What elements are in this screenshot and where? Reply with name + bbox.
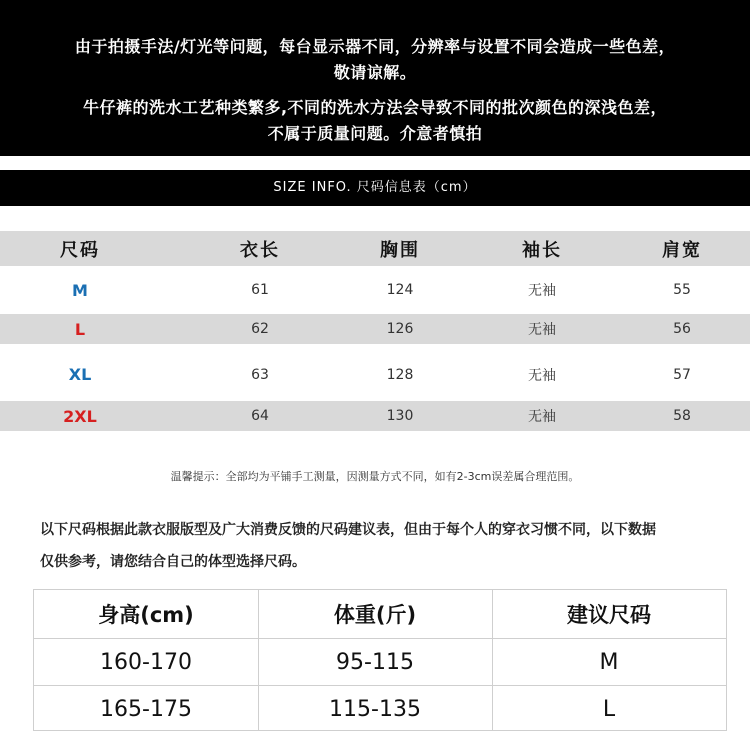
length-value: 64 xyxy=(251,408,269,424)
sleeve-value: 无袖 xyxy=(528,283,556,299)
disclaimer-line-3: 牛仔裤的洗水工艺种类繁多,不同的洗水方法会导致不同的批次颜色的深浅色差， xyxy=(82,98,668,117)
disclaimer-line-2: 敬请谅解。 xyxy=(333,63,417,82)
table-row xyxy=(0,314,750,344)
weight-range: 115-135 xyxy=(329,696,421,722)
size-label-2xl: 2XL xyxy=(63,406,97,426)
size-label-l: L xyxy=(74,319,86,339)
length-value: 63 xyxy=(251,366,269,383)
measurement-tip: 温馨提示：全部均为平铺手工测量，因测量方式不同，如有2-3cm误差属合理范围。 xyxy=(170,470,580,483)
header-length: 衣长 xyxy=(240,239,280,261)
chest-value: 128 xyxy=(386,366,414,383)
header-chest: 胸围 xyxy=(380,239,420,261)
table-row xyxy=(34,639,726,686)
suggested-size: L xyxy=(602,696,616,722)
header-weight: 体重(斤) xyxy=(333,603,417,627)
height-range: 165-175 xyxy=(100,696,192,722)
shoulder-value: 57 xyxy=(673,366,691,383)
suggested-size: M xyxy=(599,649,619,675)
shoulder-value: 58 xyxy=(673,408,691,424)
height-range: 160-170 xyxy=(100,649,192,675)
size-info-title: SIZE INFO. 尺码信息表（cm） xyxy=(0,170,750,206)
advice-line-2: 仅供参考，请您结合自己的体型选择尺码。 xyxy=(40,554,306,570)
size-table-header xyxy=(0,231,750,266)
column-divider xyxy=(492,590,493,730)
size-label-xl: XL xyxy=(68,365,92,384)
chest-value: 124 xyxy=(386,282,414,298)
disclaimer-line-4: 不属于质量问题。介意者慎拍 xyxy=(267,124,483,143)
sleeve-value: 无袖 xyxy=(528,322,556,338)
header-suggested-size: 建议尺码 xyxy=(567,603,651,627)
length-value: 61 xyxy=(251,282,269,298)
header-size: 尺码 xyxy=(60,239,100,261)
table-row xyxy=(0,401,750,431)
length-value: 62 xyxy=(251,321,269,337)
shoulder-value: 56 xyxy=(673,321,691,337)
table-row xyxy=(0,269,750,311)
header-height: 身高(cm) xyxy=(98,603,194,627)
table-row xyxy=(0,348,750,401)
shoulder-value: 55 xyxy=(673,282,691,298)
sleeve-value: 无袖 xyxy=(528,409,556,425)
size-label-m: M xyxy=(72,280,88,300)
advice-line-1: 以下尺码根据此款衣服版型及广大消费反馈的尺码建议表，但由于每个人的穿衣习惯不同，以下数据 xyxy=(40,522,656,538)
chest-value: 130 xyxy=(386,408,414,424)
header-shoulder: 肩宽 xyxy=(662,239,702,261)
sleeve-value: 无袖 xyxy=(528,367,556,384)
size-advice-text xyxy=(40,514,730,578)
chest-value: 126 xyxy=(386,321,414,337)
column-divider xyxy=(258,590,259,730)
header-sleeve: 袖长 xyxy=(522,239,562,261)
recommendation-header xyxy=(34,590,726,639)
size-recommendation-table xyxy=(33,589,727,731)
disclaimer-line-1: 由于拍摄手法/灯光等问题，每台显示器不同，分辨率与设置不同会造成一些色差， xyxy=(74,37,676,56)
color-disclaimer-banner xyxy=(0,0,750,156)
table-row xyxy=(34,686,726,732)
weight-range: 95-115 xyxy=(336,649,414,675)
